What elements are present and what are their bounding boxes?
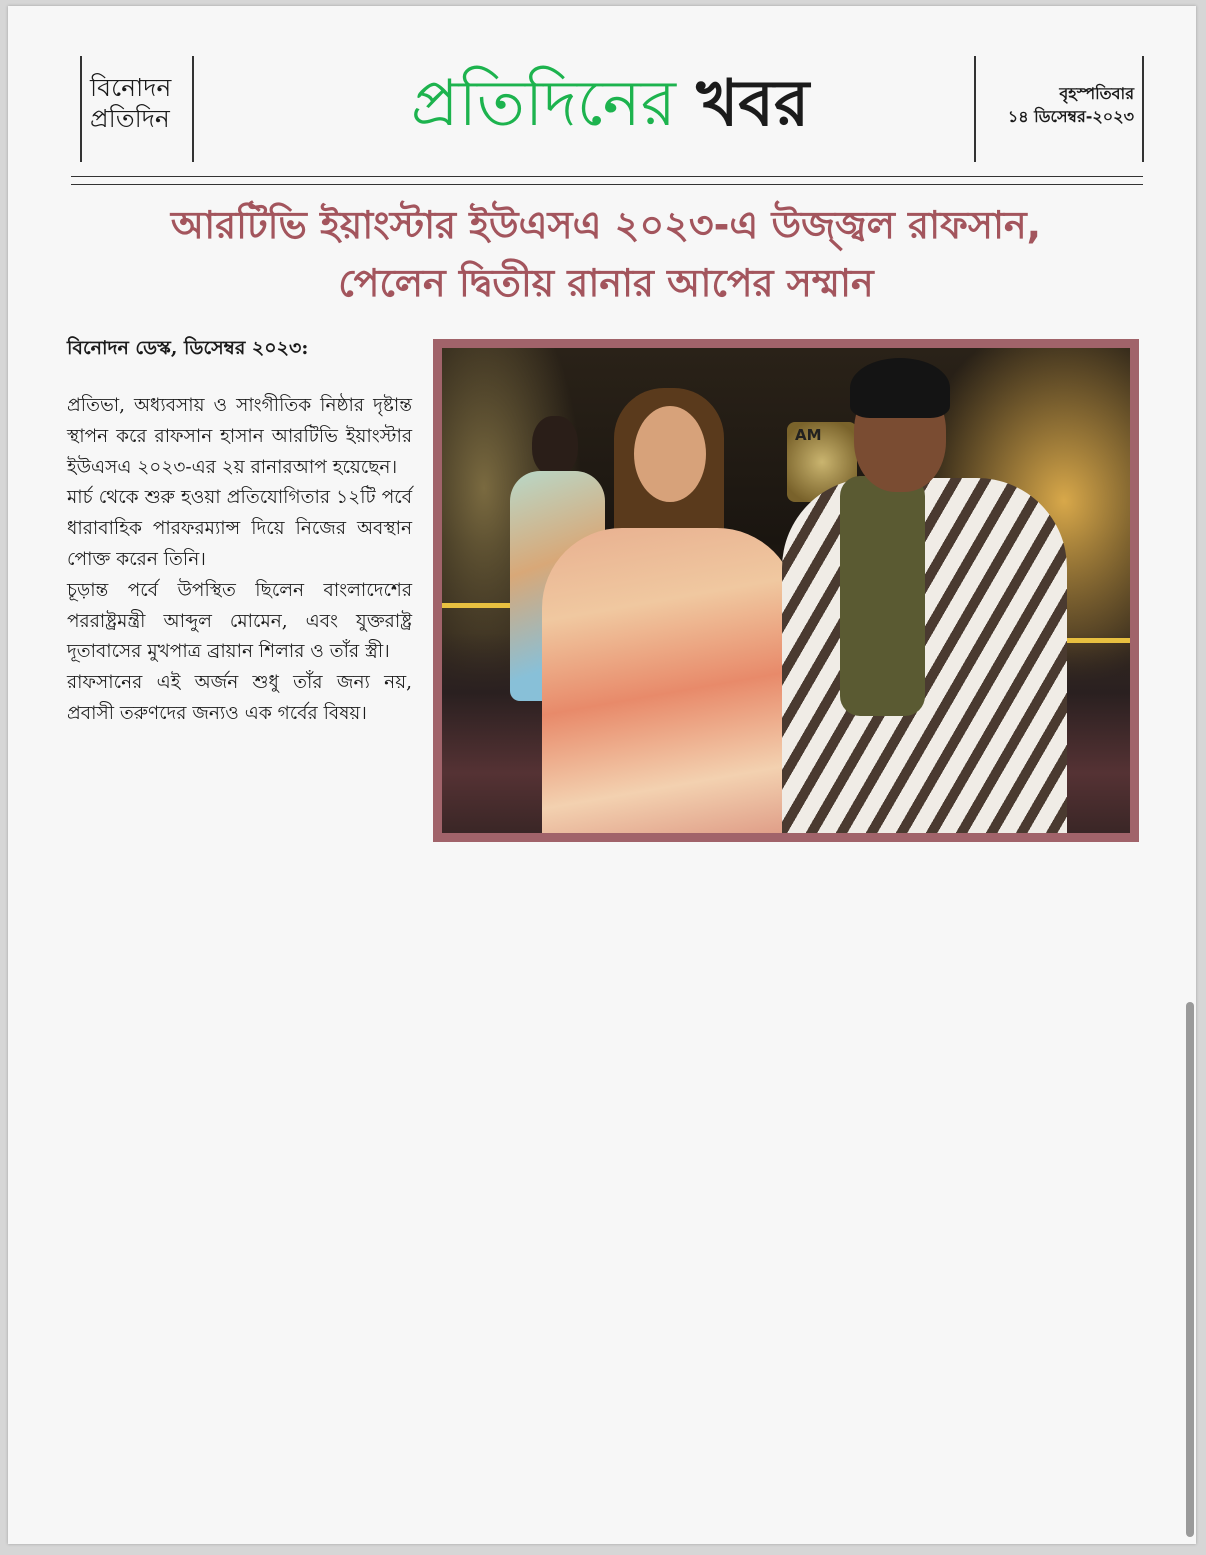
newspaper-page — [8, 6, 1196, 1544]
article-paragraph: প্রতিভা, অধ্যবসায় ও সাংগীতিক নিষ্ঠার দৃষ্টান্ত স্থাপন করে রাফসান হাসান আরটিভি ইয়াংস্টার ইউএসএ ২০২৩-এর ২য় রানারআপ হয়েছেন। — [67, 395, 412, 478]
article-paragraph: মার্চ থেকে শুরু হওয়া প্রতিযোগিতার ১২টি পর্বে ধারাবাহিক পারফরম্যান্স দিয়ে নিজের অবস্থান পোক্ত করেন তিনি। — [67, 487, 412, 570]
article-photo-frame — [433, 339, 1139, 842]
woman-figure — [542, 388, 812, 833]
vertical-scrollbar[interactable] — [1186, 1002, 1194, 1537]
article-photo — [442, 348, 1130, 833]
stage-logo-text: AM — [795, 426, 822, 444]
title-dark-part: খবর — [696, 67, 810, 141]
article-body — [67, 331, 412, 730]
title-green-part: প্রতিদিনের — [410, 67, 676, 141]
masthead-rule-bottom — [71, 184, 1143, 185]
article-paragraph: রাফসানের এই অর্জন শুধু তাঁর জন্য নয়, প্রবাসী তরুণদের জন্যও এক গর্বের বিষয়। — [67, 672, 412, 724]
section-box — [80, 56, 194, 162]
newspaper-title — [240, 62, 980, 146]
headline-line1: আরটিভি ইয়াংস্টার ইউএসএ ২০২৩-এ উজ্জ্বল রাফসান, — [170, 203, 1042, 247]
weekday: বৃহস্পতিবার — [1059, 84, 1134, 103]
headline-line2: পেলেন দ্বিতীয় রানার আপের সম্মান — [338, 261, 874, 305]
section-label-line1: বিনোদন — [90, 73, 172, 102]
masthead — [70, 56, 1150, 181]
date-box — [974, 56, 1144, 162]
section-label-line2: প্রতিদিন — [90, 104, 170, 133]
article-paragraph: চূড়ান্ত পর্বে উপস্থিত ছিলেন বাংলাদেশের পররাষ্ট্রমন্ত্রী আব্দুল মোমেন, এবং যুক্তরাষ্ট্র দূতাবাসের মুখপাত্র ব্রায়ান শিলার ও তাঁর স্ত্রী। — [67, 579, 412, 663]
man-figure — [782, 358, 1072, 833]
masthead-rule-top — [71, 176, 1143, 177]
dateline: বিনোদন ডেস্ক, ডিসেম্বর ২০২৩: — [67, 337, 309, 359]
issue-date: ১৪ ডিসেম্বর-২০২৩ — [1007, 107, 1134, 126]
article-headline — [48, 196, 1164, 312]
